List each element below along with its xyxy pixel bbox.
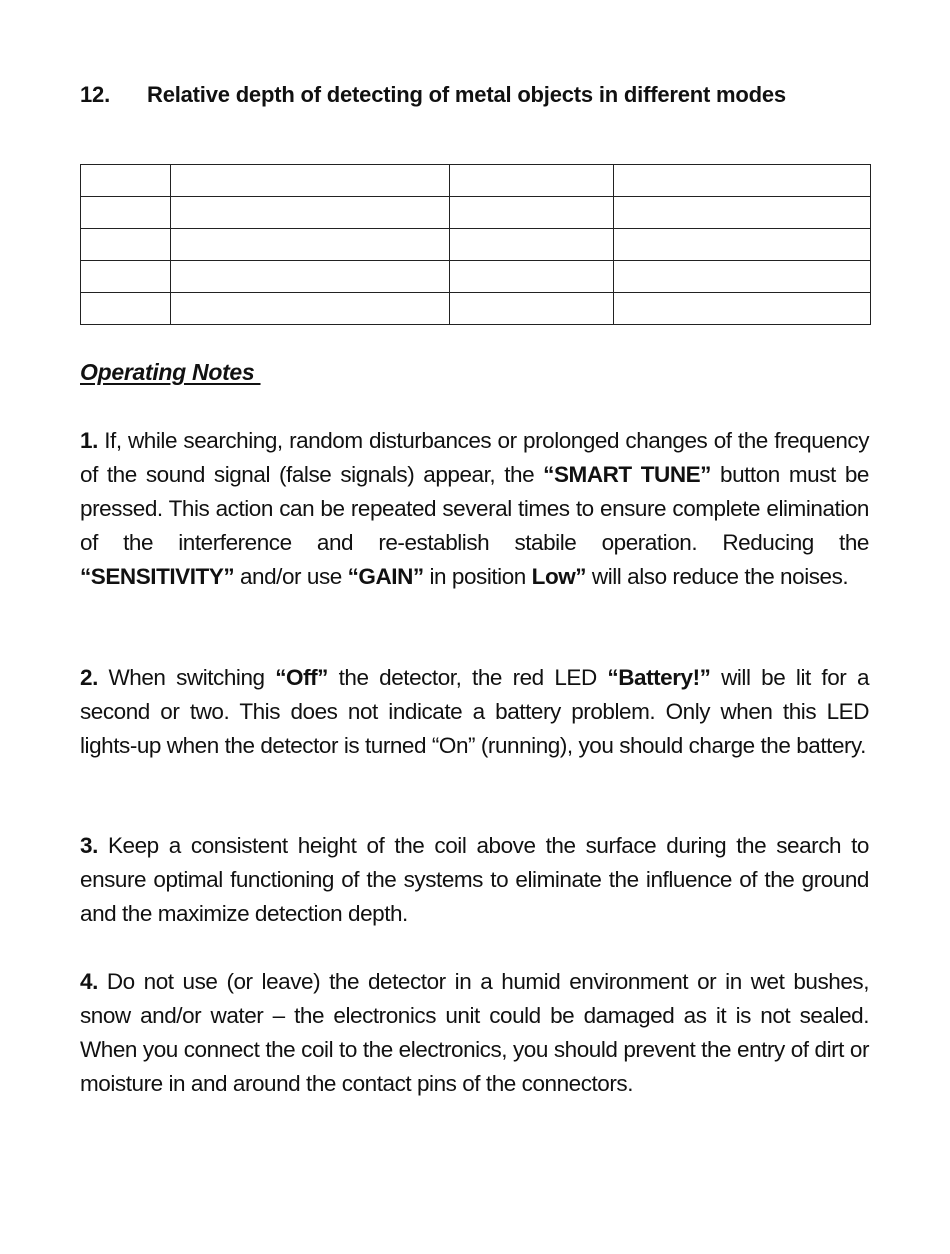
note-number: 3. <box>80 833 98 858</box>
note-3 <box>80 829 869 931</box>
note-emphasis: “Battery!” <box>607 665 711 690</box>
table-cell <box>614 229 871 261</box>
table-cell <box>171 197 450 229</box>
note-text: Do not use (or leave) the detector in a humid environment or in wet bushes, snow and/or water – the electronics unit could be damaged as it is not sealed. When you connect the coil to the electronics, you should prevent the entry of dirt or moisture in and around the contact pins of the connectors. <box>80 969 869 1096</box>
table-cell <box>81 261 171 293</box>
note-text: will be lit for a second or two. This does not indicate a battery problem. Only when this LED lights-up when the detector is turned “On” (running), you should charge the battery. <box>80 665 870 758</box>
note-4 <box>80 965 869 1101</box>
note-emphasis: “Off” <box>275 665 328 690</box>
table-cell <box>171 165 450 197</box>
table-cell <box>614 261 871 293</box>
table-cell <box>171 261 450 293</box>
note-emphasis: Low” <box>531 564 587 589</box>
table-row <box>81 197 871 229</box>
table-cell <box>614 293 871 325</box>
table-row <box>81 165 871 197</box>
note-text: If, while searching, random disturbances or prolonged changes of the frequency of the sound signal (false signals) appear, the <box>80 428 869 487</box>
note-text: the detector, the red LED <box>327 665 608 690</box>
table-cell <box>450 229 614 261</box>
note-text: in position <box>423 564 532 589</box>
note-text: will also reduce the noises. <box>586 564 849 589</box>
table-row <box>81 293 871 325</box>
note-number: 2. <box>80 665 98 690</box>
section-title: Relative depth of detecting of metal objects in different modes <box>147 82 786 107</box>
note-text: and/or use <box>234 564 348 589</box>
table-cell <box>450 293 614 325</box>
note-number: 1. <box>80 428 98 453</box>
table-cell <box>171 293 450 325</box>
table-cell <box>171 229 450 261</box>
table-cell <box>450 261 614 293</box>
table-row <box>81 229 871 261</box>
depth-table <box>80 164 871 325</box>
notes-title: Operating Notes <box>80 359 261 385</box>
table-cell <box>81 229 171 261</box>
table-cell <box>81 293 171 325</box>
note-emphasis: “GAIN” <box>347 564 424 589</box>
table-cell <box>81 165 171 197</box>
note-emphasis: “SENSITIVITY” <box>80 564 235 589</box>
table-cell <box>81 197 171 229</box>
table-cell <box>614 165 871 197</box>
note-text: Keep a consistent height of the coil above the surface during the search to ensure optimal functioning of the systems to eliminate the influence of the ground and the maximize detection depth. <box>80 833 869 926</box>
note-1 <box>80 424 869 594</box>
note-text: button must be pressed. This action can be repeated several times to ensure complete elimination of the interference and re-establish stabile operation. Reducing the <box>80 462 869 555</box>
table-cell <box>614 197 871 229</box>
note-text: When switching <box>97 665 276 690</box>
table-cell <box>450 197 614 229</box>
note-emphasis: “SMART TUNE” <box>543 462 711 487</box>
section-number: 12. <box>80 82 110 107</box>
section-heading <box>80 82 880 108</box>
table-row <box>81 261 871 293</box>
note-number: 4. <box>80 969 98 994</box>
table-cell <box>450 165 614 197</box>
note-2 <box>80 661 869 763</box>
